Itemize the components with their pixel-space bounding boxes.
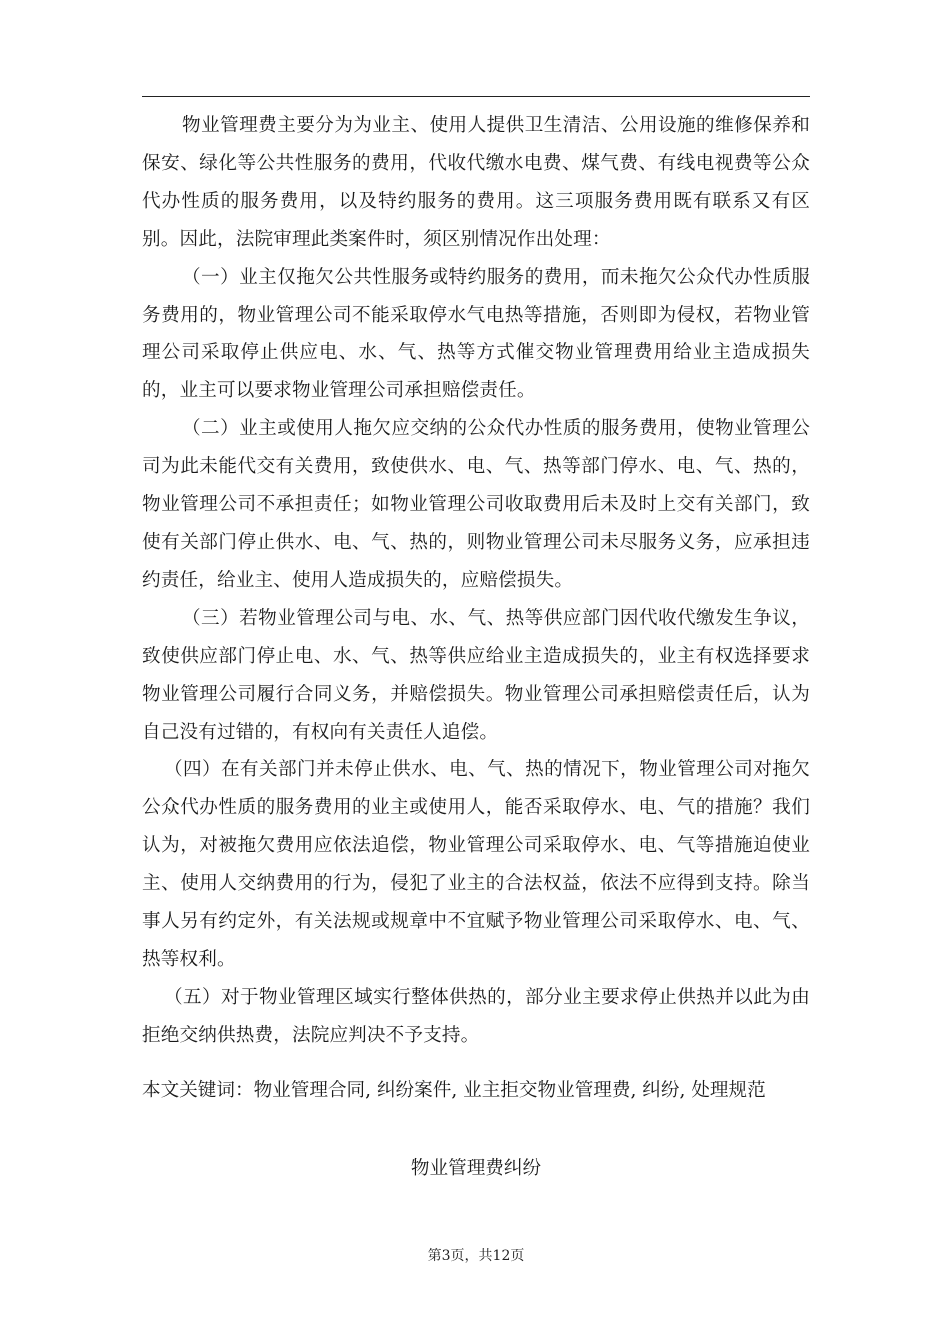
paragraph-item-4: （四）在有关部门并未停止供水、电、气、热的情况下，物业管理公司对拖欠公众代办性质的服务费用的业主或使用人，能否采取停水、电、气的措施？我们认为，对被拖欠费用应依法追偿，物业管理公司采取停水、电、气等措施迫使业主、使用人交纳费用的行为，侵犯了业主的合法权益，依法不应得到支持。除当事人另有约定外，有关法规或规章中不宜赋予物业管理公司采取停水、电、气、热等权利。 [142,759,810,970]
paragraph-item-1: （一）业主仅拖欠公共性服务或特约服务的费用，而未拖欠公众代办性质服务费用的，物业管理公司不能采取停水气电热等措施，否则即为侵权，若物业管理公司采取停止供应电、水、气、热等方式催交物业管理费用给业主造成损失的，业主可以要求物业管理公司承担赔偿责任。 [142,266,810,402]
paragraph-item-3: （三）若物业管理公司与电、水、气、热等供应部门因代收代缴发生争议，致使供应部门停止电、水、气、热等供应给业主造成损失的，业主有权选择要求物业管理公司履行合同义务，并赔偿损失。物业管理公司承担赔偿责任后，认为自己没有过错的，有权向有关责任人追偿。 [142,607,810,743]
header-rule [142,96,810,97]
paragraph-item-2: （二）业主或使用人拖欠应交纳的公众代办性质的服务费用，使物业管理公司为此未能代交有关费用，致使供水、电、气、热等部门停水、电、气、热的，物业管理公司不承担责任；如物业管理公司收取费用后未及时上交有关部门，致使有关部门停止供水、电、气、热的，则物业管理公司未尽服务义务，应承担违约责任，给业主、使用人造成损失的，应赔偿损失。 [142,418,810,591]
page-number-footer: 第3页，共12页 [427,1248,525,1264]
document-body [142,107,810,1055]
paragraph-item-5: （五）对于物业管理区域实行整体供热的，部分业主要求停止供热并以此为由拒绝交纳供热费，法院应判决不予支持。 [142,986,810,1046]
intro-paragraph: 物业管理费主要分为为业主、使用人提供卫生清洁、公用设施的维修保养和保安、绿化等公共性服务的费用，代收代缴水电费、煤气费、有线电视费等公众代办性质的服务费用，以及特约服务的费用。这三项服务费用既有联系又有区别。因此，法院审理此类案件时，须区别情况作出处理： [142,115,810,250]
keywords-line: 本文关键词：物业管理合同, 纠纷案件, 业主拒交物业管理费, 纠纷, 处理规范 [142,1080,766,1101]
section-subtitle: 物业管理费纠纷 [410,1158,542,1179]
